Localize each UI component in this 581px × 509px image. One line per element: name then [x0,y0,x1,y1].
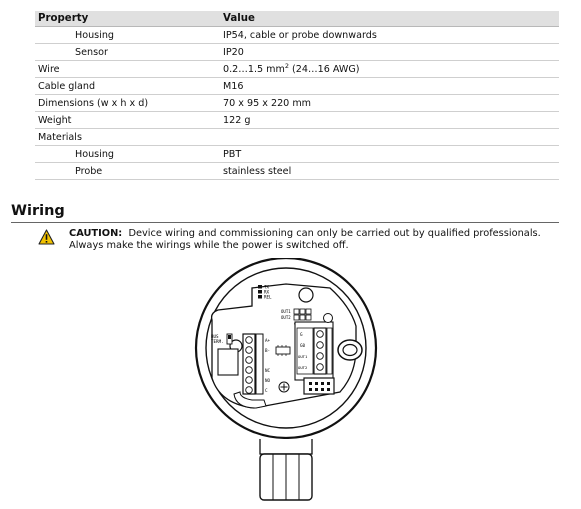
pressure-port-inner [343,345,357,356]
housing-neck [260,439,312,454]
caution-label: CAUTION: [69,228,123,239]
bus-termination-jumper-cap [228,335,231,339]
caution-line-1: Device wiring and commissioning can only be carried out by qualified professionals. [128,228,541,239]
section-title: Wiring [11,203,65,219]
right-terminal-label: G [300,332,303,337]
left-terminal-label: A+ [265,338,271,343]
table-row [35,95,559,112]
left-terminal-label: C [265,388,268,393]
header-property: Property [35,11,220,27]
led-indicators [258,285,262,299]
led-label-tx: TX [264,284,270,290]
row-property: Housing [35,146,220,163]
table-header-row [35,11,559,27]
row-property: Dimensions (w x h x d) [35,95,220,112]
table-row [35,78,559,95]
out2-selector-label: OUT2 [281,315,291,320]
table-row [35,44,559,61]
section-divider [11,222,559,223]
row-property: Weight [35,112,220,129]
table-row [35,61,559,78]
led-label-rx: RX [264,289,270,295]
bus-term-label-2: TERM. [211,339,224,344]
table-row [35,129,559,146]
warning-triangle-icon [38,229,55,245]
row-value: stainless steel [220,163,559,180]
row-property: Housing [35,27,220,44]
relay-component [218,349,238,375]
right-terminal-label: OUT1 [298,354,308,359]
bus-term-label-1: BUS [211,334,219,339]
table-row [35,146,559,163]
caution-message [69,228,559,252]
table-row [35,163,559,180]
row-property: Cable gland [35,78,220,95]
row-value: IP20 [220,44,559,61]
right-terminal-label: G0 [300,343,306,348]
table-row [35,27,559,44]
row-value [220,61,559,78]
caution-line-2: Always make the wirings while the power is switched off. [69,240,349,251]
led-label-rel: REL [264,294,272,300]
right-terminal-plug [327,328,332,374]
row-value: IP54, cable or probe downwards [220,27,559,44]
row-value: M16 [220,78,559,95]
row-value: 70 x 95 x 220 mm [220,95,559,112]
left-terminal-label: B- [265,348,271,353]
row-value: PBT [220,146,559,163]
table-row [35,112,559,129]
right-terminal-label: OUT2 [298,365,308,370]
row-property: Wire [35,61,220,78]
ic-chip [276,347,290,354]
left-terminal-label: NO [265,378,271,383]
wiring-diagram [190,258,386,508]
wire-range: 0.2…1.5 mm [223,63,285,75]
wire-unit-superscript: 2 [284,61,289,70]
mounting-hole-top [299,288,313,302]
row-property: Sensor [35,44,220,61]
row-value [220,129,559,146]
left-terminal-label: NC [265,368,271,373]
reset-button [324,314,333,323]
left-terminal-plug [256,334,263,394]
bottom-connector [304,378,334,394]
wire-awg: (24…16 AWG) [289,63,360,75]
row-property: Probe [35,163,220,180]
row-value: 122 g [220,112,559,129]
header-value: Value [220,11,559,27]
specifications-table [35,11,559,180]
out1-selector-label: OUT1 [281,309,291,314]
row-property: Materials [35,129,220,146]
